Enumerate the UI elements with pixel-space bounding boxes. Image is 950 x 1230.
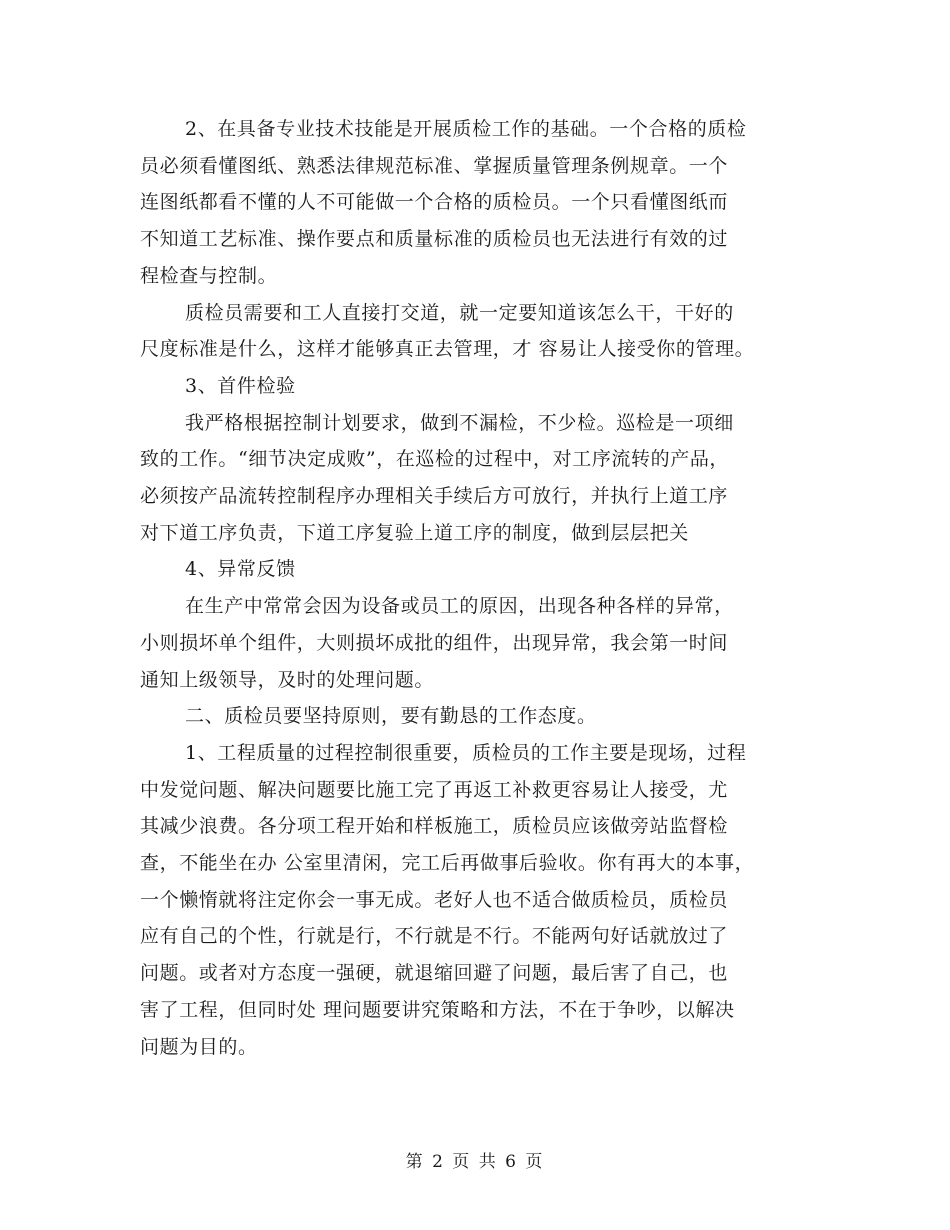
paragraph-skill-basis bbox=[140, 111, 820, 295]
document-body bbox=[140, 111, 820, 1065]
text-line: 中发觉问题、解决问题要比施工完了再返工补救更容易让人接受，尤 bbox=[140, 778, 729, 801]
text-line: 连图纸都看不懂的人不可能做一个合格的质检员。一个只看懂图纸而 bbox=[140, 191, 729, 214]
text-line: 必须按产品流转控制程序办理相关手续后方可放行，并执行上道工序 bbox=[140, 485, 729, 508]
text-line: 通知上级领导，及时的处理问题。 bbox=[140, 668, 435, 691]
paragraph-process-control bbox=[140, 735, 820, 1065]
text-line: 查，不能坐在办 公室里清闲，完工后再做事后验收。你有再大的本事， bbox=[140, 852, 755, 875]
paragraph-deal-with-workers bbox=[140, 295, 820, 368]
text-line: 应有自己的个性，行就是行，不行就是不行。不能两句好话就放过了 bbox=[140, 925, 729, 948]
text-line: 一个懒惰就将注定你会一事无成。老好人也不适合做质检员，质检员 bbox=[140, 888, 729, 911]
text-line: 问题为目的。 bbox=[140, 1035, 258, 1058]
text-line: 2、在具备专业技术技能是开展质检工作的基础。一个合格的质检 bbox=[185, 118, 747, 140]
text-line: 4、异常反馈 bbox=[185, 558, 296, 581]
text-line: 尺度标准是什么，这样才能够真正去管理，才 容易让人接受你的管理。 bbox=[140, 338, 755, 361]
heading-principles-attitude bbox=[140, 698, 820, 735]
page-number-footer: 第 2 页 共 6 页 bbox=[405, 1152, 545, 1172]
heading-exception-feedback bbox=[140, 551, 820, 588]
text-line: 3、首件检验 bbox=[185, 374, 296, 397]
text-line: 不知道工艺标准、操作要点和质量标准的质检员也无法进行有效的过 bbox=[140, 228, 729, 251]
text-line: 二、质检员要坚持原则，要有勤恳的工作态度。 bbox=[185, 705, 597, 728]
text-line: 员必须看懂图纸、熟悉法律规范标准、掌握质量管理条例规章。一个 bbox=[140, 154, 729, 177]
text-line: 程检查与控制。 bbox=[140, 264, 278, 287]
text-line: 1、工程质量的过程控制很重要，质检员的工作主要是现场，过程 bbox=[185, 741, 747, 764]
text-line: 小则损坏单个组件，大则损坏成批的组件，出现异常，我会第一时间 bbox=[140, 631, 729, 654]
heading-first-article-inspection bbox=[140, 368, 820, 405]
text-line: 致的工作。“细节决定成败”，在巡检的过程中，对工序流转的产品， bbox=[140, 448, 730, 471]
text-line: 质检员需要和工人直接打交道，就一定要知道该怎么干，干好的 bbox=[185, 301, 734, 324]
text-line: 其减少浪费。各分项工程开始和样板施工，质检员应该做旁站监督检 bbox=[140, 815, 729, 838]
text-line: 问题。或者对方态度一强硬，就退缩回避了问题，最后害了自己，也 bbox=[140, 962, 729, 985]
paragraph-patrol-inspection bbox=[140, 405, 820, 552]
text-line: 在生产中常常会因为设备或员工的原因，出现各种各样的异常， bbox=[185, 595, 734, 618]
paragraph-exceptions bbox=[140, 588, 820, 698]
text-line: 我严格根据控制计划要求，做到不漏检，不少检。巡检是一项细 bbox=[185, 411, 734, 434]
text-line: 害了工程，但同时处 理问题要讲究策略和方法，不在于争吵，以解决 bbox=[140, 998, 735, 1021]
text-line: 对下道工序负责，下道工序复验上道工序的制度，做到层层把关 bbox=[140, 521, 689, 544]
